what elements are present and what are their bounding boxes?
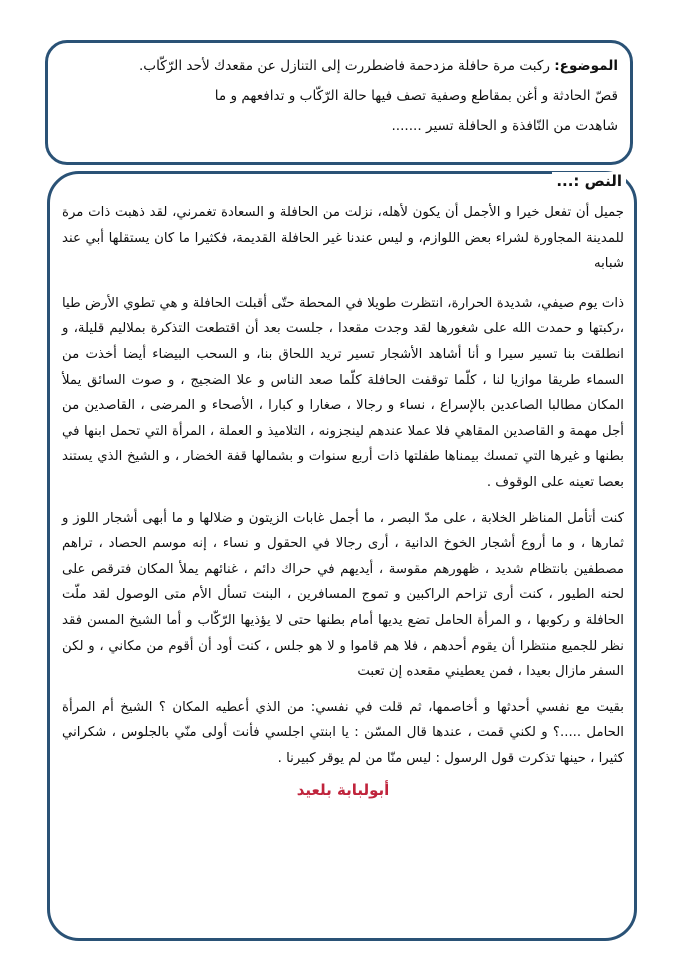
text-box: [47, 171, 637, 941]
topic-line-3: شاهدت من النّافذة و الحافلة تسير .......: [391, 118, 618, 134]
text-label: النص :...: [552, 172, 626, 190]
paragraph-2: ذات يوم صيفي، شديدة الحرارة، انتظرت طويلا في المحطة حتّى أقبلت الحافلة و هي تطوي الأرض طيا ،ركبتها و حمدت الله على شغورها لقد وجدت مقعدا ، جلست بعد أن اقتطعت التذكرة بملاليم قليلة، و انطلقت بنا تسير سيرا و أنا أشاهد الأشجار تسير تريد اللحاق بنا، و السحب البيضاء أيضا أخذت من السماء طريقا موازيا لنا ، كلّما توقفت الحافلة كلّما صعد الناس و علا الضجيج ، و صوت السائق يملأ المكان مطالبا الصاعدين بالإسراع ، نساء و رجالا ، صغارا و كبارا ، الأصحاء و المرضى ، القاصدين من أجل مهمة و القاصدين المقاهي فلا عملا عندهم لينجزونه ، التلاميذ و العملة ، المرأة التي تحمل ابنها في بطنها و غيرها التي تمسك بيمناها طفلتها ذات أربع سنوات و بشمالها قفة الخضار ، و الشيخ الذي يستند بعصا تعينه على الوقوف .: [62, 295, 624, 490]
topic-box: [45, 40, 633, 165]
author-name: أبولبابة بلعيد: [296, 781, 390, 800]
paragraph-1: جميل أن تفعل خيرا و الأجمل أن يكون لأهله، نزلت من الحافلة و السعادة تغمرني، لقد ذهبت ذات مرة للمدينة المجاورة لشراء بعض اللوازم، و ليس عندنا غير الحافلة القديمة، فكثيرا ما كان يستقلها أبي عند شبابه: [62, 205, 624, 272]
topic-line-1-text: ركبت مرة حافلة مزدحمة فاضطررت إلى التنازل عن مقعدك لأحد الرّكّاب.: [138, 58, 550, 74]
paragraph-4: بقيت مع نفسي أحدثها و أخاصمها، ثم قلت في نفسي: من الذي أعطيه المكان ؟ الشيخ أم المرأة الحامل .....؟ و لكني قمت ، عندها قال المسّن : يا ابنتي اجلسي فأنت أولى منّي بالجلوس ، شكراني كثيرا ، حينها تذكرت قول الرسول : ليس منّا من لم يوقر كبيرنا .: [62, 699, 624, 766]
paragraph-3: كنت أتأمل المناظر الخلابة ، على مدّ البصر ، ما أجمل غابات الزيتون و ضلالها و ما أبهى أشجار اللوز و ثمارها ، و ما أروع أشجار الخوخ الدانية ، أرى رجالا في الحقول و نساء ، إنه موسم الحصاد ، تراهم مصطفين بانتظام شديد ، ظهورهم مقوسة ، أيديهم في حراك دائم ، غنائهم يملأ المكان فترقص على لحنه الطيور ، كنت أرى تزاحم الراكبين و تموج المسافرين ، البنت تسأل الأم متى الوصول لقد ملّت الحافلة و ركوبها ، و المرأة الحامل تضع يديها أمام بطنها حتى لا يؤذيها الرّكّاب و أما الشيخ المسن فقد نظر للجميع منتظرا أن يقوم أحدهم ، فلا هم قاموا و لا هو جلس ، كنت أود أن أقوم من مكاني ، و لكن السفر مازال بعيدا ، فمن يعطيني مقعده إن تعبت: [62, 510, 624, 680]
topic-line-2: قصّ الحادثة و أغن بمقاطع وصفية تصف فيها حالة الرّكّاب و تدافعهم و ما: [214, 88, 618, 104]
topic-line-1: [64, 51, 618, 81]
topic-label: الموضوع:: [554, 58, 618, 74]
